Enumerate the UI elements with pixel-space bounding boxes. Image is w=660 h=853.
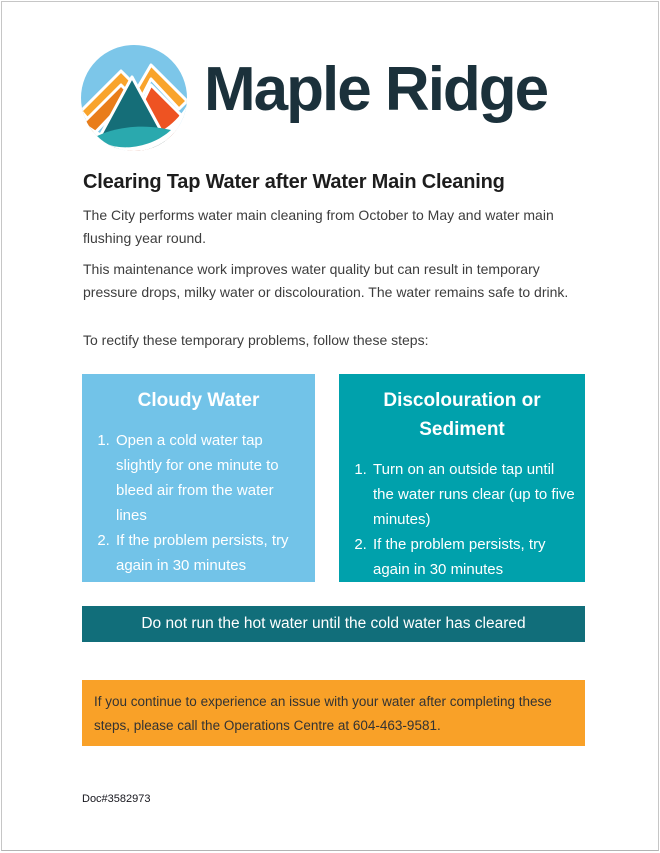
intro-paragraph-2: This maintenance work improves water quality but can result in temporary pressure drops, milky water or discolouration. The water remains safe to drink. <box>83 261 569 300</box>
intro-paragraph-1: The City performs water main cleaning from October to May and water main flushing year round. <box>83 207 554 246</box>
steps-card-row <box>82 374 585 582</box>
brand-wordmark: Maple Ridge <box>204 55 548 124</box>
discolouration-card-title: Discolouration or Sediment <box>383 390 541 440</box>
cloudy-water-step: 1. Open a cold water tap slightly for one minute to bleed air from the water lines <box>114 428 305 528</box>
discolouration-steps <box>349 457 575 582</box>
page-title: Clearing Tap Water after Water Main Cleaning <box>83 171 505 193</box>
hot-water-warning-banner: Do not run the hot water until the cold water has cleared <box>82 606 585 642</box>
operations-contact-banner: If you continue to experience an issue with your water after completing these steps, please call the Operations Centre at 604-463-9581. <box>82 680 585 746</box>
doc-number: Doc#3582973 <box>82 793 151 805</box>
maple-ridge-logo-icon <box>81 45 187 151</box>
cloudy-water-card <box>82 374 315 582</box>
cloudy-water-card-title: Cloudy Water <box>137 390 260 411</box>
cloudy-water-step: 2. If the problem persists, try again in 30 minutes <box>114 528 305 578</box>
cloudy-water-steps <box>92 428 305 578</box>
discolouration-step: 2. If the problem persists, try again in 30 minutes <box>371 532 575 582</box>
discolouration-card <box>339 374 585 582</box>
intro-paragraph-3: To rectify these temporary problems, follow these steps: <box>83 332 429 348</box>
document-page <box>1 1 659 851</box>
discolouration-step: 1. Turn on an outside tap until the water runs clear (up to five minutes) <box>371 457 575 532</box>
